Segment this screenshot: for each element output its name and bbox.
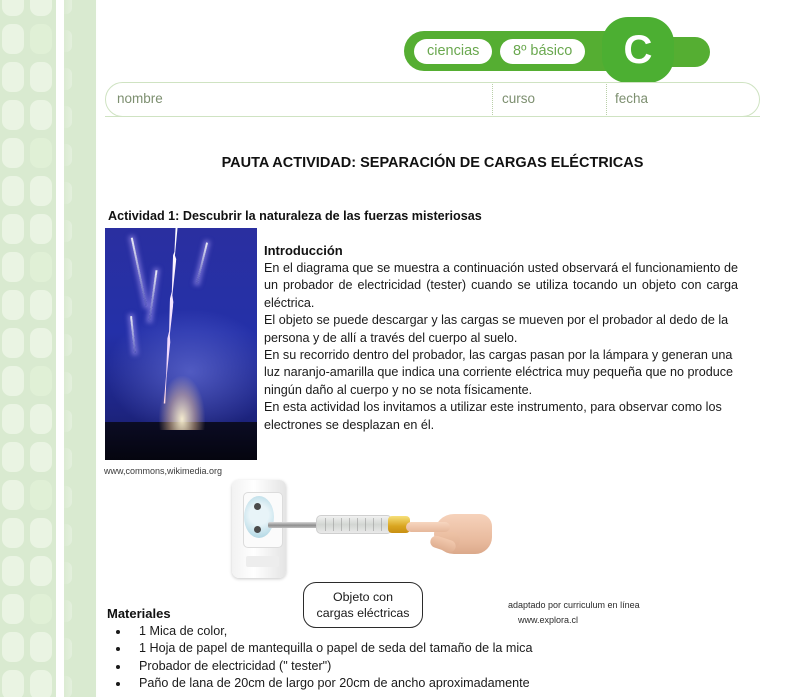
tester-shaft (268, 522, 320, 528)
sidebar-pattern-tile (2, 442, 24, 472)
callout-line-2: cargas eléctricas (316, 606, 410, 620)
sidebar-pattern-tile (30, 290, 52, 320)
tester-ridge (341, 518, 342, 531)
sidebar-pattern-tile (2, 366, 24, 396)
introduction-paragraph: En el diagrama que se muestra a continuación usted observará el funcionamiento de un probador de electricidad (tester) cuando se utiliza tocando un objeto con carga eléctrica. (264, 261, 738, 310)
socket-hole (254, 503, 261, 510)
tester-ridge (325, 518, 326, 531)
introduction-block (264, 243, 738, 434)
sidebar-pattern-tile (2, 0, 24, 16)
student-info-row-underline (105, 116, 760, 117)
list-item: Paño de lana de 20cm de largo por 20cm de ancho aproximadamente (107, 675, 727, 692)
outlet-label-strip (246, 556, 279, 567)
sidebar-pattern-tile (30, 670, 52, 697)
sidebar-pattern-tile (30, 24, 52, 54)
sidebar-pattern-tile (2, 480, 24, 510)
materials-title: Materiales (107, 606, 171, 621)
sidebar-pattern-tile (30, 594, 52, 624)
tester-ridge (349, 518, 350, 531)
sidebar-pattern-tile (2, 62, 24, 92)
sidebar-pattern-tile (30, 632, 52, 662)
introduction-paragraph: En esta actividad los invitamos a utilizar este instrumento, para observar como los electrones se desplazan en él. (264, 400, 722, 432)
sidebar-pattern-tile (30, 556, 52, 586)
tester-ridge (333, 518, 334, 531)
sidebar-pattern-tile (30, 366, 52, 396)
curso-field-label[interactable]: curso (502, 91, 536, 106)
sidebar-fade-overlay (64, 0, 98, 697)
sidebar-pattern-tile (30, 328, 52, 358)
student-info-row (105, 82, 760, 117)
sidebar-pattern-tile (2, 290, 24, 320)
sidebar-pattern-tile (30, 480, 52, 510)
sidebar-pattern-tile (2, 518, 24, 548)
sidebar-pattern-tile (2, 252, 24, 282)
sidebar-pattern-tile (2, 632, 24, 662)
sidebar-pattern-tile (2, 556, 24, 586)
callout-box (303, 582, 423, 628)
sidebar-pattern-tile (2, 100, 24, 130)
introduction-paragraph: El objeto se puede descargar y las cargas se mueven por el probador al dedo de la persona y de allí a través del cuerpo al suelo. (264, 313, 729, 345)
field-divider (492, 84, 493, 115)
subject-pill: ciencias (414, 39, 492, 64)
introduction-paragraph: En su recorrido dentro del probador, las cargas pasan por la lámpara y generan una luz naranjo-amarilla que indica una corriente eléctrica muy pequeña que no produce ningún daño al cuerpo y no se nota físicamente. (264, 348, 734, 397)
sidebar-pattern-tile (30, 176, 52, 206)
sidebar-pattern-tile (30, 0, 52, 16)
sidebar-pattern-tile (30, 138, 52, 168)
hand-index-finger (406, 522, 450, 532)
page-title: PAUTA ACTIVIDAD: SEPARACIÓN DE CARGAS ELÉCTRICAS (221, 155, 644, 171)
level-pill: 8º básico (500, 39, 585, 64)
list-item: Probador de electricidad (" tester") (107, 658, 727, 675)
sidebar-pattern-tile (30, 252, 52, 282)
callout-line-1: Objeto con (333, 590, 393, 604)
introduction-title: Introducción (264, 243, 343, 258)
sidebar-pattern-tile (2, 24, 24, 54)
sidebar-pattern-tile (30, 214, 52, 244)
sidebar-pattern-tile (30, 518, 52, 548)
nombre-field-label[interactable]: nombre (117, 91, 163, 106)
field-divider (606, 84, 607, 115)
sidebar-pattern-tile (2, 404, 24, 434)
sidebar-pattern-tile (2, 176, 24, 206)
sidebar-pattern-tile (2, 670, 24, 697)
sidebar-pattern-tile (2, 594, 24, 624)
tester-ridge (365, 518, 366, 531)
tester-ridge (357, 518, 358, 531)
fecha-field-label[interactable]: fecha (615, 91, 649, 106)
list-item: 1 Hoja de papel de mantequilla o papel de seda del tamaño de la mica (107, 640, 727, 657)
tester-ridge (381, 518, 382, 531)
lightning-photo (105, 228, 257, 460)
socket-hole (254, 526, 261, 533)
pointing-hand (404, 508, 490, 566)
tester-body (316, 515, 392, 534)
sidebar-gap (56, 0, 64, 697)
sidebar-pattern-tile (30, 100, 52, 130)
tester-diagram (228, 478, 488, 583)
photo-caption: www,commons,wikimedia.org (104, 466, 223, 476)
materials-list (107, 623, 727, 693)
attribution-line-1: adaptado por curriculum en línea (508, 600, 640, 610)
sidebar-pattern-tile (2, 138, 24, 168)
activity-heading: Actividad 1: Descubrir la naturaleza de las fuerzas misteriosas (108, 209, 482, 223)
sidebar-pattern-tile (30, 404, 52, 434)
tester-ridge (373, 518, 374, 531)
sidebar-pattern-tile (2, 214, 24, 244)
list-item: 1 Mica de color, (107, 623, 727, 640)
sidebar-pattern-tile (30, 442, 52, 472)
sidebar-pattern-tile (2, 328, 24, 358)
level-badge: C (602, 17, 674, 83)
sidebar-pattern-tile (30, 62, 52, 92)
lightning-strike-glow (159, 376, 205, 430)
attribution-source-url: www.explora.cl (518, 615, 579, 625)
